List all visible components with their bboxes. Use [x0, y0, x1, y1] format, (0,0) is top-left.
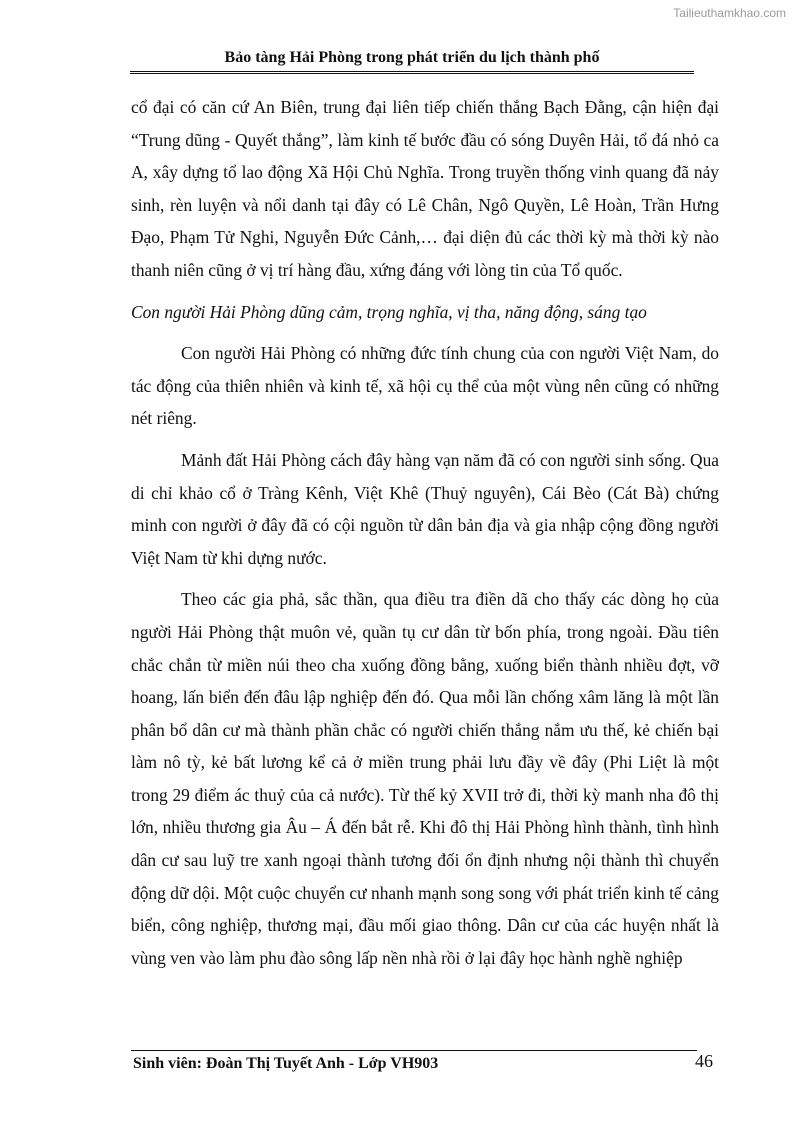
- document-body: [131, 91, 719, 983]
- section-heading: Con người Hải Phòng dũng cảm, trọng nghĩa, vị tha, năng động, sáng tạo: [131, 301, 647, 322]
- paragraph: Con người Hải Phòng có những đức tính chung của con người Việt Nam, do tác động của thiên nhiên và kinh tế, xã hội cụ thể của một vùng nên cũng có những nét riêng.: [131, 343, 719, 429]
- page-number: 46: [695, 1051, 713, 1071]
- watermark: Tailieuthamkhao.com: [673, 6, 786, 20]
- paragraph: Mảnh đất Hải Phòng cách đây hàng vạn năm đã có con người sinh sống. Qua di chỉ khảo cổ ở Tràng Kênh, Việt Khê (Thuỷ nguyên), Cái Bèo (Cát Bà) chứng minh con người ở đây đã có cội nguồn từ dân bản địa và gia nhập cộng đồng người Việt Nam từ khi dựng nước.: [131, 449, 719, 568]
- header-divider: [130, 73, 694, 74]
- paragraph: Theo các gia phả, sắc thần, qua điều tra điền dã cho thấy các dòng họ của người Hải Phòng thật muôn vẻ, quần tụ cư dân từ bốn phía, trong ngoài. Đầu tiên chắc chắn từ miền núi theo cha xuống đồng bằng, xuống biển thành nhiều đợt, vỡ hoang, lấn biển đến đâu lập nghiệp đến đó. Qua mỗi lần chống xâm lăng là một lần phân bổ dân cư mà thành phần chắc có người chiến thắng nắm ưu thế, kẻ chiến bại làm nô tỳ, kẻ bất lương kể cả ở miền trung phải lưu đầy về đây (Phi Liệt là một trong 29 điểm ác thuỷ của cả nước). Từ thế kỷ XVII trở đi, thời kỳ manh nha đô thị lớn, nhiều thương gia Âu – Á đến bắt rễ. Khi đô thị Hải Phòng hình thành, tình hình dân cư sau luỹ tre xanh ngoại thành tương đối ổn định nhưng nội thành thì chuyển động dữ dội. Một cuộc chuyển cư nhanh mạnh song song với phát triển kinh tế cảng biển, công nghiệp, thương mại, đầu mối giao thông. Dân cư của các huyện nhất là vùng ven vào làm phu đào sông lấp nền nhà rồi ở lại đây học hành nghề nghiệp: [131, 589, 719, 968]
- footer-divider: [131, 1050, 697, 1051]
- paragraph: cổ đại có căn cứ An Biên, trung đại liên tiếp chiến thắng Bạch Đằng, cận hiện đại “Trung dũng - Quyết thắng”, làm kinh tế bước đầu có sóng Duyên Hải, tổ đá nhỏ ca A, xây dựng tổ lao động Xã Hội Chủ Nghĩa. Trong truyền thống vinh quang đã nảy sinh, rèn luyện và nổi danh tại đây có Lê Chân, Ngô Quyền, Lê Hoàn, Trần Hưng Đạo, Phạm Tử Nghi, Nguyễn Đức Cảnh,… đại diện đủ các thời kỳ mà thời kỳ nào thanh niên cũng ở vị trí hàng đầu, xứng đáng với lòng tin của Tổ quốc.: [131, 97, 719, 280]
- footer-student-info: Sinh viên: Đoàn Thị Tuyết Anh - Lớp VH903: [133, 1055, 439, 1072]
- page-header-title: Bảo tàng Hải Phòng trong phát triển du lịch thành phố: [130, 49, 694, 72]
